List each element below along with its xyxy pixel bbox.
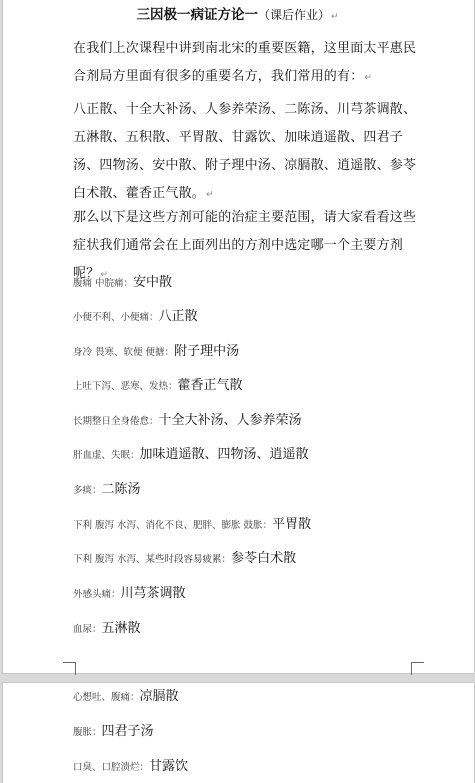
formula-text: 参苓白术散	[231, 551, 297, 566]
answer-line[interactable]: 口臭、口腔溃烂：甘露饮	[73, 759, 189, 774]
formula-text: 藿香正气散	[177, 378, 243, 393]
symptoms-text: 腹痛 中脘痛	[73, 278, 124, 289]
answer-line[interactable]: 下利 腹泻 水泻、某些时段容易疲累：参苓白术散	[73, 551, 297, 566]
formula-list-text: 八正散、十全大补汤、人参养荣汤、二陈汤、川芎茶调散、五淋散、五积散、平胃散、甘露饮、加味逍遥散、四君子汤、四物汤、安中散、附子理中汤、凉膈散、逍遥散、参苓白术散、藿香正气散。	[73, 102, 417, 201]
symptoms-text: 口臭、口腔溃烂	[73, 762, 140, 773]
title-note: （课后作业）	[257, 8, 330, 22]
paragraph-mark: ↵	[206, 190, 214, 200]
symptoms-text: 上吐下泻、恶寒、发热	[73, 381, 169, 392]
formula-text: 附子理中汤	[174, 344, 240, 359]
formula-text: 甘露饮	[149, 759, 189, 774]
symptoms-text: 心想吐、腹痛	[73, 692, 131, 703]
symptoms-text: 小便不利、小便痛	[73, 312, 150, 323]
symptoms-text: 多痰	[73, 485, 93, 496]
document-title[interactable]	[0, 6, 475, 26]
symptoms-text: 外感头痛	[73, 589, 112, 600]
crop-mark-bottom-left	[63, 662, 76, 675]
title-main: 三因极一病证方论一	[136, 7, 258, 23]
formula-text: 平胃散	[272, 517, 312, 532]
answer-line[interactable]: 下利 腹泻 水泻、消化不良、肥胖、膨胀 鼓胀：平胃散	[73, 517, 312, 532]
answer-line[interactable]: 腹胀：四君子汤	[73, 724, 154, 739]
formula-list-paragraph[interactable]	[73, 96, 417, 209]
formula-text: 二陈汤	[101, 482, 141, 497]
paragraph-mark: ↵	[100, 270, 109, 280]
symptoms-text: 下利 腹泻 水泻、某些时段容易疲累	[73, 554, 222, 565]
formula-text: 安中散	[133, 275, 173, 290]
symptoms-text: 肝血虚、失眠	[73, 450, 131, 461]
crop-mark-bottom-right	[411, 662, 424, 675]
formula-text: 川芎茶调散	[120, 586, 186, 601]
answer-line[interactable]: 腹痛 中脘痛：安中散	[73, 275, 173, 290]
answer-line[interactable]: 上吐下泻、恶寒、发热：藿香正气散	[73, 378, 243, 393]
symptoms-text: 身冷 畏寒、软便 便搪	[73, 347, 165, 358]
intro-paragraph[interactable]	[73, 35, 417, 92]
intro-text: 在我们上次课程中讲到南北宋的重要医籍，这里面太平惠民合剂局方里面有很多的重要名方，我们常用的有：	[73, 41, 417, 84]
answer-line[interactable]: 外感头痛：川芎茶调散	[73, 586, 186, 601]
symptoms-text: 腹胀	[73, 727, 93, 738]
paragraph-mark: ↵	[330, 12, 339, 22]
paragraph-mark: ↵	[364, 73, 373, 83]
formula-text: 加味逍遥散、四物汤、逍遥散	[139, 447, 309, 462]
answer-line[interactable]: 长期整日全身倦怠：十全大补汤、人参养荣汤	[73, 413, 302, 428]
symptoms-text: 下利 腹泻 水泻、消化不良、肥胖、膨胀 鼓胀	[73, 520, 263, 531]
answer-line[interactable]: 身冷 畏寒、软便 便搪：附子理中汤	[73, 344, 240, 359]
symptoms-text: 血尿	[73, 624, 93, 635]
answer-line[interactable]: 肝血虚、失眠：加味逍遥散、四物汤、逍遥散	[73, 447, 309, 462]
formula-text: 十全大补汤、人参养荣汤	[158, 413, 302, 428]
question-text: 那么以下是这些方剂可能的治症主要范围，请大家看看这些症状我们通常会在上面列出的方剂中选定哪一个主要方剂呢？	[73, 210, 417, 281]
answer-line[interactable]: 多痰：二陈汤	[73, 482, 141, 497]
formula-text: 五淋散	[101, 621, 141, 636]
answer-line[interactable]: 心想吐、腹痛：凉膈散	[73, 689, 179, 704]
answer-line[interactable]: 血尿：五淋散	[73, 621, 141, 636]
symptoms-text: 长期整日全身倦怠	[73, 416, 150, 427]
formula-text: 四君子汤	[101, 724, 154, 739]
formula-text: 八正散	[158, 309, 198, 324]
answer-line[interactable]: 小便不利、小便痛：八正散	[73, 309, 198, 324]
formula-text: 凉膈散	[139, 689, 179, 704]
